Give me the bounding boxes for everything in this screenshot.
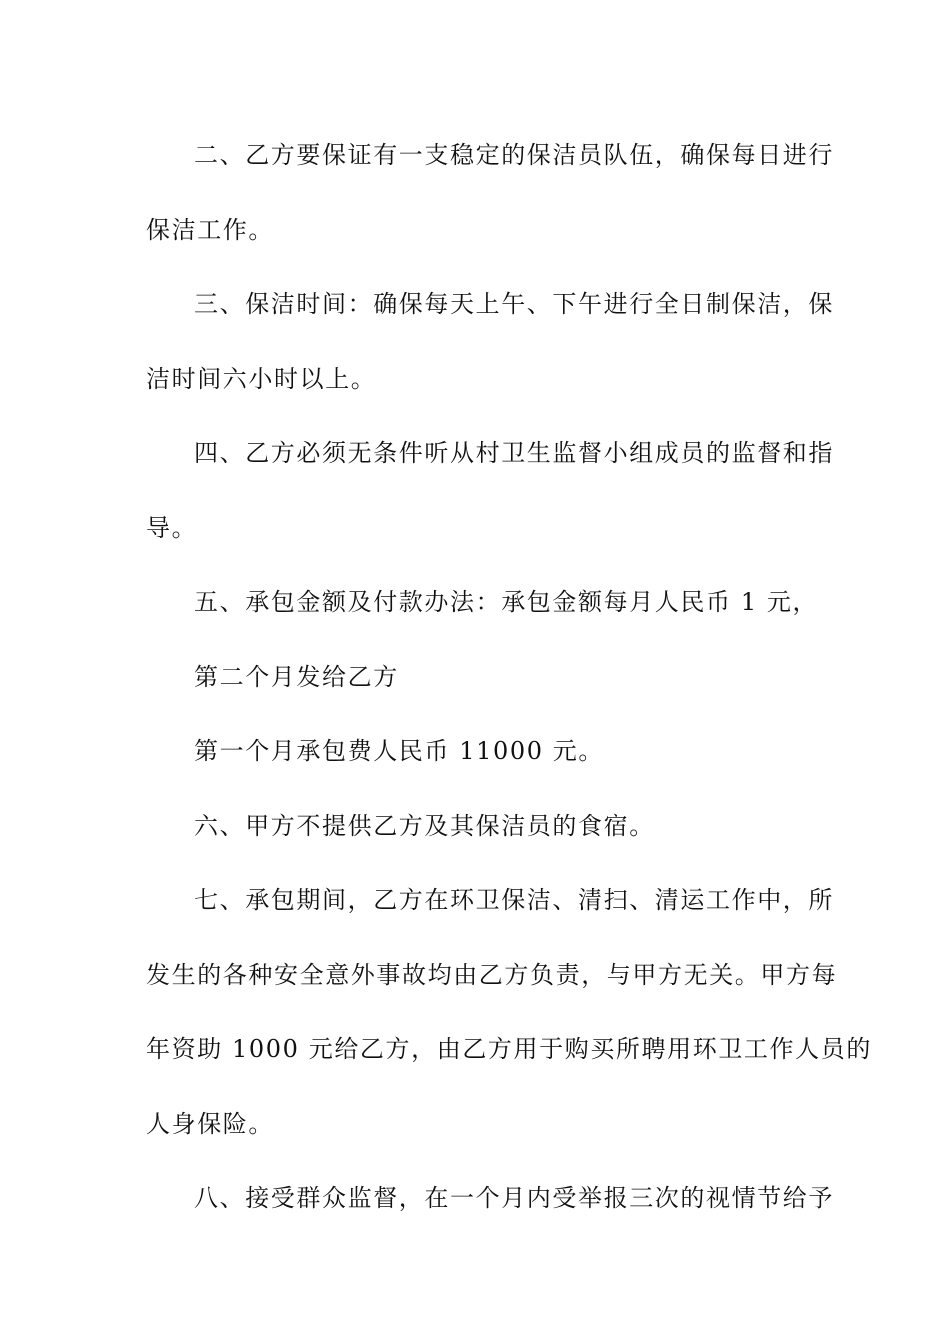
paragraph-line: 八、接受群众监督，在一个月内受举报三次的视情节给予 bbox=[194, 1184, 834, 1212]
paragraph-line: 六、甲方不提供乙方及其保洁员的食宿。 bbox=[194, 811, 655, 840]
paragraph-line: 年资助 1000 元给乙方，由乙方用于购买所聘用环卫工作人员的 bbox=[146, 1035, 872, 1063]
paragraph-line: 二、乙方要保证有一支稳定的保洁员队伍，确保每日进行 bbox=[194, 141, 834, 169]
paragraph-line: 第一个月承包费人民币 11000 元。 bbox=[194, 737, 605, 765]
paragraph-line: 导。 bbox=[146, 513, 198, 542]
paragraph-line: 七、承包期间，乙方在环卫保洁、清扫、清运工作中，所 bbox=[194, 886, 834, 914]
paragraph-line: 洁时间六小时以上。 bbox=[146, 364, 377, 393]
paragraph-line: 三、保洁时间：确保每天上午、下午进行全日制保洁，保 bbox=[194, 290, 834, 318]
paragraph-line: 发生的各种安全意外事故均由乙方负责，与甲方无关。甲方每 bbox=[146, 960, 838, 989]
paragraph-line: 保洁工作。 bbox=[146, 215, 274, 244]
paragraph-line: 第二个月发给乙方 bbox=[194, 662, 399, 691]
document-page bbox=[146, 118, 872, 1236]
paragraph-line: 五、承包金额及付款办法：承包金额每月人民币 1 元， bbox=[194, 588, 819, 616]
paragraph-line: 人身保险。 bbox=[146, 1109, 274, 1138]
paragraph-line: 四、乙方必须无条件听从村卫生监督小组成员的监督和指 bbox=[194, 439, 834, 467]
